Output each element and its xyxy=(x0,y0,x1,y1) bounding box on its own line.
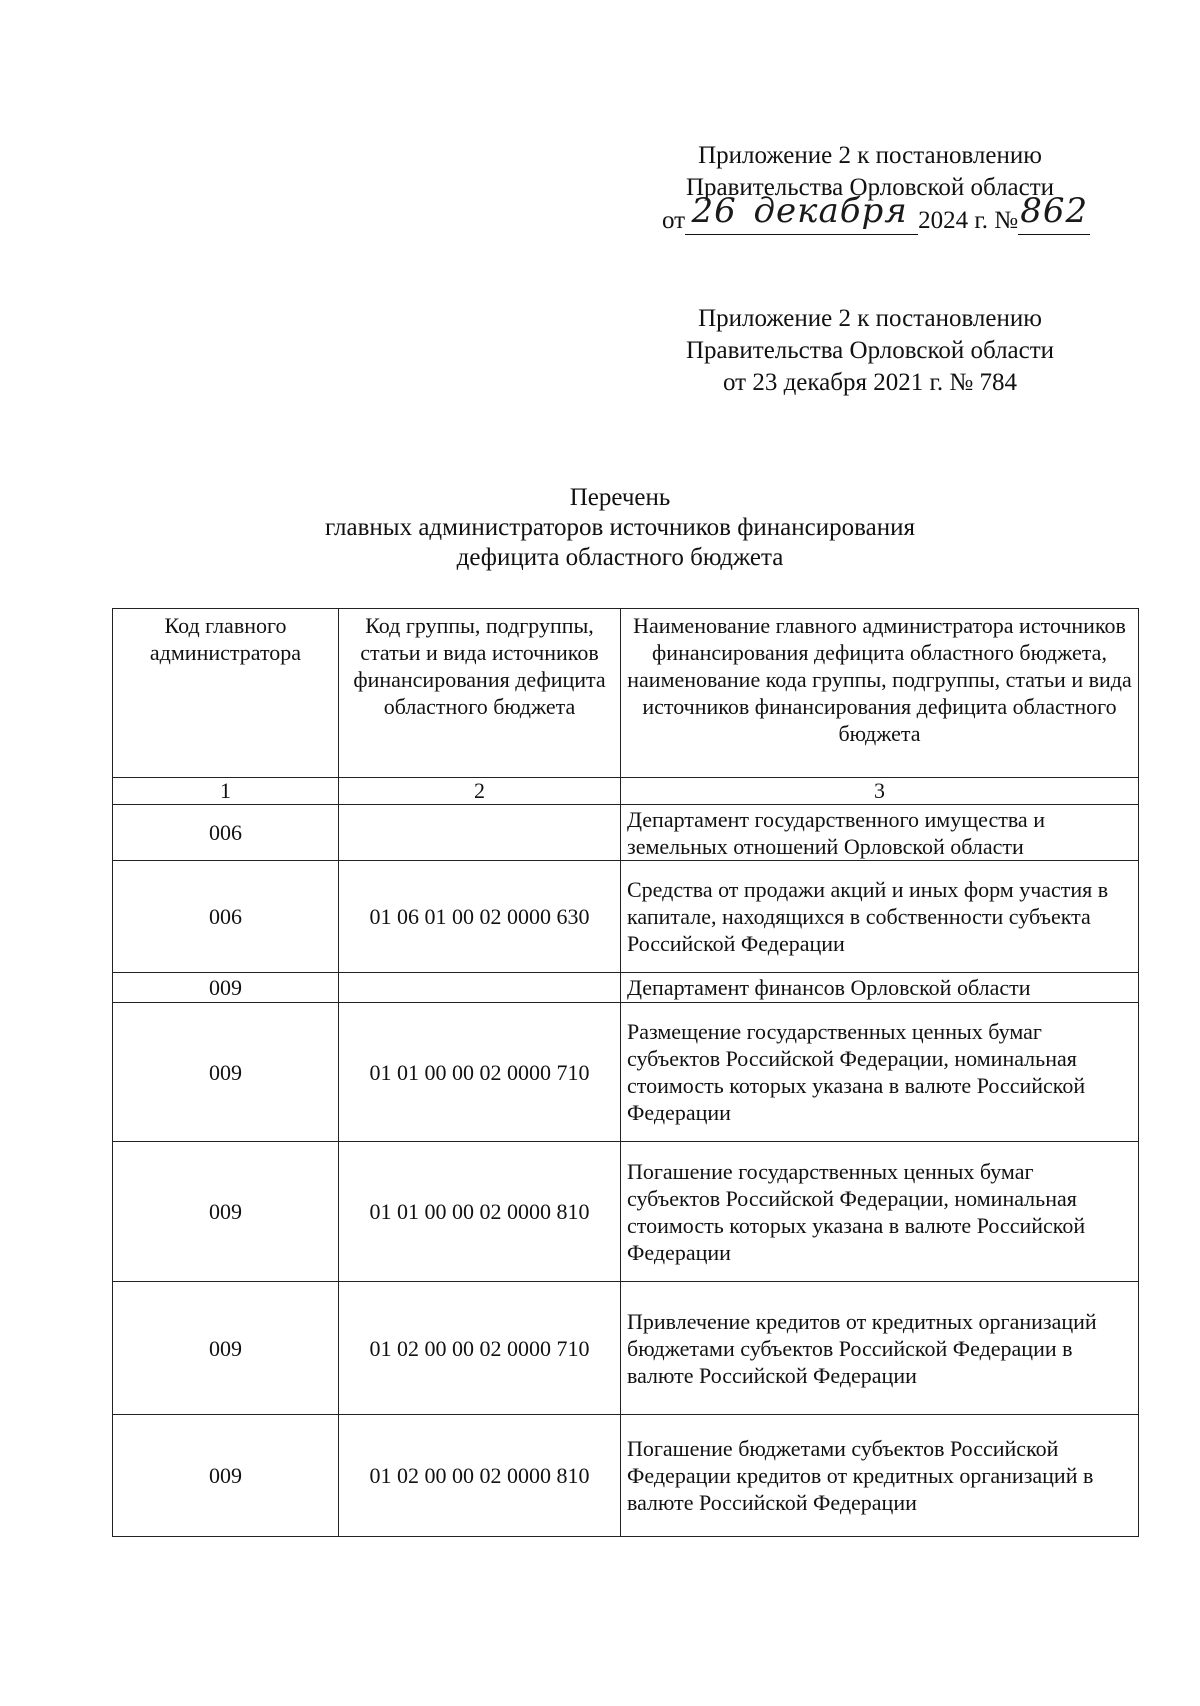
title-line1: Перечень xyxy=(569,484,671,511)
annex-old-line2: Правительства Орловской области xyxy=(685,337,1055,364)
source-code-cell: 01 01 00 00 02 0000 810 xyxy=(339,1142,621,1282)
name-cell: Погашение государственных ценных бумаг субъектов Российской Федерации, номинальная стоимость которых указана в валюте Российской Федерации xyxy=(621,1142,1139,1282)
column-number-row xyxy=(113,778,1139,805)
table-row xyxy=(113,861,1139,973)
column-number: 2 xyxy=(339,778,621,805)
administrators-table xyxy=(112,608,1139,1537)
date-prefix: от xyxy=(662,207,686,234)
admin-code-cell: 006 xyxy=(113,861,339,973)
header-admin-code: Код главного администратора xyxy=(113,609,339,778)
admin-code-cell: 006 xyxy=(113,805,339,861)
title-line2: главных администраторов источников финансирования xyxy=(325,514,915,541)
admin-code-cell: 009 xyxy=(113,1282,339,1415)
source-code-cell: 01 02 00 00 02 0000 810 xyxy=(339,1415,621,1537)
header-name: Наименование главного администратора источников финансирования дефицита областного бюджета, наименование кода группы, подгруппы, статьи и вида источников финансирования дефицита областного бюджета xyxy=(621,609,1139,778)
handwritten-number: 862 xyxy=(1018,204,1090,235)
table-row xyxy=(113,973,1139,1003)
column-number: 3 xyxy=(621,778,1139,805)
handwritten-day: 26 xyxy=(685,204,743,235)
name-cell: Департамент финансов Орловской области xyxy=(621,973,1139,1003)
table-row xyxy=(113,1282,1139,1415)
name-cell: Департамент государственного имущества и земельных отношений Орловской области xyxy=(621,805,1139,861)
date-year: 2024 г. № xyxy=(918,207,1019,234)
annex-old-header xyxy=(650,303,1090,399)
name-cell: Средства от продажи акций и иных форм участия в капитале, находящихся в собственности субъекта Российской Федерации xyxy=(621,861,1139,973)
table-header-row xyxy=(113,609,1139,778)
name-cell: Размещение государственных ценных бумаг субъектов Российской Федерации, номинальная стоимость которых указана в валюте Российской Федерации xyxy=(621,1003,1139,1142)
source-code-cell: 01 01 00 00 02 0000 710 xyxy=(339,1003,621,1142)
annex-new-line1: Приложение 2 к постановлению xyxy=(698,142,1042,169)
admin-code-cell: 009 xyxy=(113,973,339,1003)
name-cell: Привлечение кредитов от кредитных организаций бюджетами субъектов Российской Федерации в валюте Российской Федерации xyxy=(621,1282,1139,1415)
table-row xyxy=(113,1415,1139,1537)
source-code-cell xyxy=(339,805,621,861)
source-code-cell: 01 06 01 00 02 0000 630 xyxy=(339,861,621,973)
annex-new-header xyxy=(650,140,1090,237)
table-row xyxy=(113,1142,1139,1282)
annex-new-line2: Правительства Орловской области xyxy=(685,174,1055,201)
header-source-code: Код группы, подгруппы, статьи и вида источников финансирования дефицита областного бюджета xyxy=(339,609,621,778)
admin-code-cell: 009 xyxy=(113,1142,339,1282)
document-title xyxy=(200,483,1040,573)
annex-new-dateline xyxy=(650,191,1090,237)
handwritten-month: декабря xyxy=(743,204,918,235)
annex-old-line1: Приложение 2 к постановлению xyxy=(698,305,1042,332)
admin-code-cell: 009 xyxy=(113,1003,339,1142)
admin-code-cell: 009 xyxy=(113,1415,339,1537)
table-row xyxy=(113,1003,1139,1142)
annex-old-line3: от 23 декабря 2021 г. № 784 xyxy=(722,369,1018,396)
column-number: 1 xyxy=(113,778,339,805)
source-code-cell: 01 02 00 00 02 0000 710 xyxy=(339,1282,621,1415)
table-row xyxy=(113,805,1139,861)
name-cell: Погашение бюджетами субъектов Российской Федерации кредитов от кредитных организаций в валюте Российской Федерации xyxy=(621,1415,1139,1537)
source-code-cell xyxy=(339,973,621,1003)
title-line3: дефицита областного бюджета xyxy=(456,544,784,571)
